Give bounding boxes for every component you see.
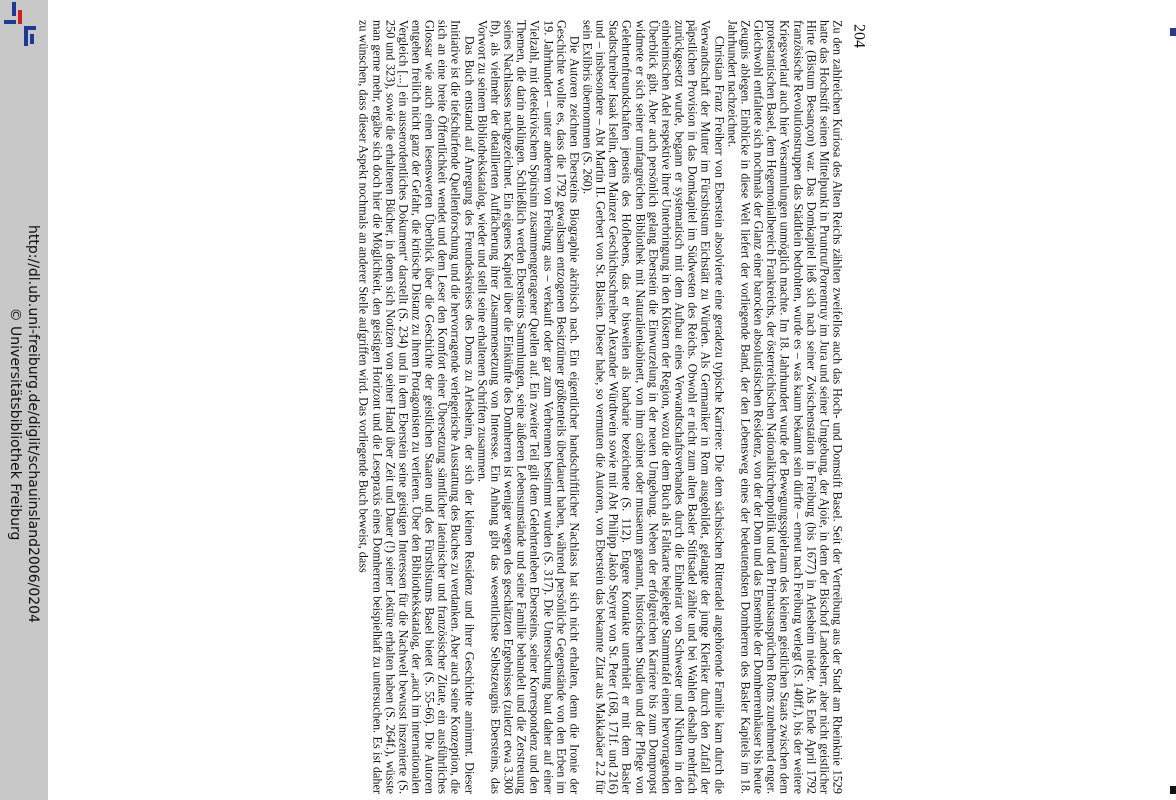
scanned-page: [48, 0, 1176, 800]
page-body: [357, 0, 844, 800]
paragraph: Christian Franz Freiherr von Eberstein absolvierte eine geradezu typische Karriere: Die dem sächsischen Ritteradel angehörende Familie kam durch die Verwandtschaft der Mutter im Fürstbistum Eichstätt zu Würden. Als Germaniker in Rom ausgebildet, gelangte der junge Kleriker durch den Zufall der päpstlichen Provision in das Domkapitel im Südwesten des Reichs. Obwohl er nicht zum alten Basler Stiftsadel zählte und bei Wahlen deshalb mehrfach zurückgesetzt wurde, begann er systematisch mit dem Aufbau eines Verwandtschaftsverbandes durch die Einheirat von Schwester und Nichten in den einheimischen Adel respektive ihrer Unterbringung in den Klöstern der Region, wozu die dem Buch als Faltkarte beigelegte Stammtafel einen hervorragenden Überblick gibt. Aber auch persönlich gelang Eberstein die Einwurzelung in der neuen Umgebung. Neben der erfolgreichen Karriere bis zum Dompropst widmete er sich seiner umfangreichen Bibliothek mit Naturalienkabinett, von ihm cabinet oder musaeum genannt, historischen Studien und der Pflege von Gelehrtenfreundschaften jenseits des Hoflebens, das er bisweilen als barbarie bezeichnete (S. 112). Engere Kontakte unterhielt er mit dem Basler Stadtschreiber Isaak Iselin, dem Mainzer Geschichtsschreiber Alexander Würdtwein sowie mit Abt Philipp Jakob Steyrer von St. Peter (168, 171f. und 216) und – insbesondere – Abt Martin II. Gerbert von St. Blasien. Dieser habe, so vermuten die Autoren, von Eberstein das bekannte Zitat aus Makkabäer 2.2 für sein Exlibris übernommen (S. 260).: [580, 20, 726, 794]
permalink-url[interactable]: http://dl.ub.uni-freiburg.de/diglit/schauinsland2006/0204: [25, 225, 41, 623]
viewer-sidebar: [0, 0, 48, 800]
paragraph: Zu den zahlreichen Kuriosa des Alten Reichs zählten zweifellos auch das Hoch- und Domstift Basel. Seit der Vertreibung aus der Stadt am Rheinknie 1529 hatte das Hochstift seinen Mittelpunkt in Pruntrut/Porrentruy im Jura und seiner Umgebung, der Ajoie, in dem der Bischof Landesherr, aber nicht geistlicher Hirte (Bistum Besançon) war. Das Domkapitel ließ sich nach seiner Zwischenstation in Freiburg (bis 1677) in Arlesheim nieder. Als Ende April 1792 französische Revolutionstruppen das Städtlein bedrohten, wurde es – was kaum bekannt sein dürfte – erneut nach Freiburg verlegt (S. 140ff.), bis der weitere Kriegsverlauf auch hier Versammlungen unmöglich machte. Im 18. Jahrhundert wurde der Bewegungsspielraum des kleinen geistlichen Staats zwischen dem protestantischen Basel, dem Hegemonialbereich Frankreichs, der österreichischen Nationalkirchenpolitik und den Primatsansprüchen Roms zunehmend enger. Gleichwohl entfaltete sich nochmals der Glanz einer barocken absolutistischen Residenz, von der der Dom und das Ensemble der Domherrenhäuser bis heute Zeugnis ablegen. Einblicke in diese Welt liefert der vorliegende Band, der den Lebensweg eines der bedeutendsten Domherren des Basler Kapitels im 18. Jahrhundert nachzeichnet.: [725, 20, 845, 794]
scan-edge-mark: [1170, 28, 1176, 36]
scan-edge-mark: [1170, 786, 1176, 794]
sidebar-permalink: [6, 24, 42, 800]
paragraph: Die Autoren zeichnen Ebersteins Biographie akribisch nach. Ein eigentlicher handschriftlicher Nachlass hat sich nicht erhalten, denn die Ironie der Geschichte wollte es, dass die 1792 gewaltsam entzogenen Besitztümer größtenteils überdauert haben, während persönliche Gegenstände von den Erben im 19. Jahrhundert – unter anderem von Freiburg aus – verkauft oder gar zum Verbrennen bestimmt wurden (S. 317). Die Untersuchung baut daher auf einer Vielzahl, mit detektivischem Spürsinn zusammengetragener Quellen auf. Ein zweiter Teil gilt dem Gelehrtenleben Ebersteins, seiner Korrespondenz und den Themen, die darin anklingen. Schließlich werden Ebersteins Sammlungen, seine äußeren Lebensumstände und seine Familie behandelt und die Zerstreuung seines Nachlasses nachgezeichnet. Ein eigenes Kapitel über die Einkünfte des Domherren ist weniger wegen des geschätzten Ergebnisses (zuletzt etwa 3.300 fb), als vielmehr der detaillierten Auffächerung ihrer Zusammensetzung von Interesse. Ein Anhang gibt das wesentlichste Selbstzeugnis Ebersteins, das Vorwort zu seinem Bibliothekskatalog, wieder und stellt seine erhaltenen Schriften zusammen.: [475, 20, 582, 794]
page-content: [357, 0, 868, 800]
copyright-notice: © Universitätsbibliothek Freiburg: [7, 307, 23, 541]
page-number: 204: [850, 24, 868, 48]
paragraph: Das Buch entstand auf Anregung des Freundeskreises des Doms zu Arlesheim, der sich der kleinen Residenz und ihrer Geschichte annimmt. Dieser Initiative ist die tiefschürfende Quellenforschung und die hervorragende verlegerische Ausstattung des Buches zu verdanken. Aber auch seine Konzeption, die sich an eine breite Öffentlichkeit wendet und dem Leser den Komfort einer Übersetzung sämtlicher lateinischer und französischer Zitate, ein ausführliches Glossar wie auch einen lesenswerten Überblick über die Geschichte der geistlichen Staaten und des Fürstbistums Basel bietet (S. 55-66). Die Autoren entgehen freilich nicht ganz der Gefahr, die kritische Distanz zu ihrem Protagonisten zu verlieren. Über den Bibliothekskatalog, der „auch im internationalen Vergleich [...] ein ausserordentliches Dokument“ darstellt (S. 234) und in dem Eberstein seine geistigen Interessen für die Nachwelt bewusst inszenierte (S. 250 und 323), sowie die erhaltenen Bücher, in denen sich Notizen von seiner Hand über Zeit und Dauer (!) seiner Lektüre erhalten haben (S. 264f.), wüsste man gerne mehr, ergäbe sich doch hier die Möglichkeit, den geistigen Horizont und die Lesepraxis eines Domherren beispielhaft zu untersuchen. Es ist daher zu wünschen, dass dieser Aspekt nochmals an anderer Stelle aufgriffen wird. Das vorliegende Buch beweist, dass: [356, 20, 477, 794]
